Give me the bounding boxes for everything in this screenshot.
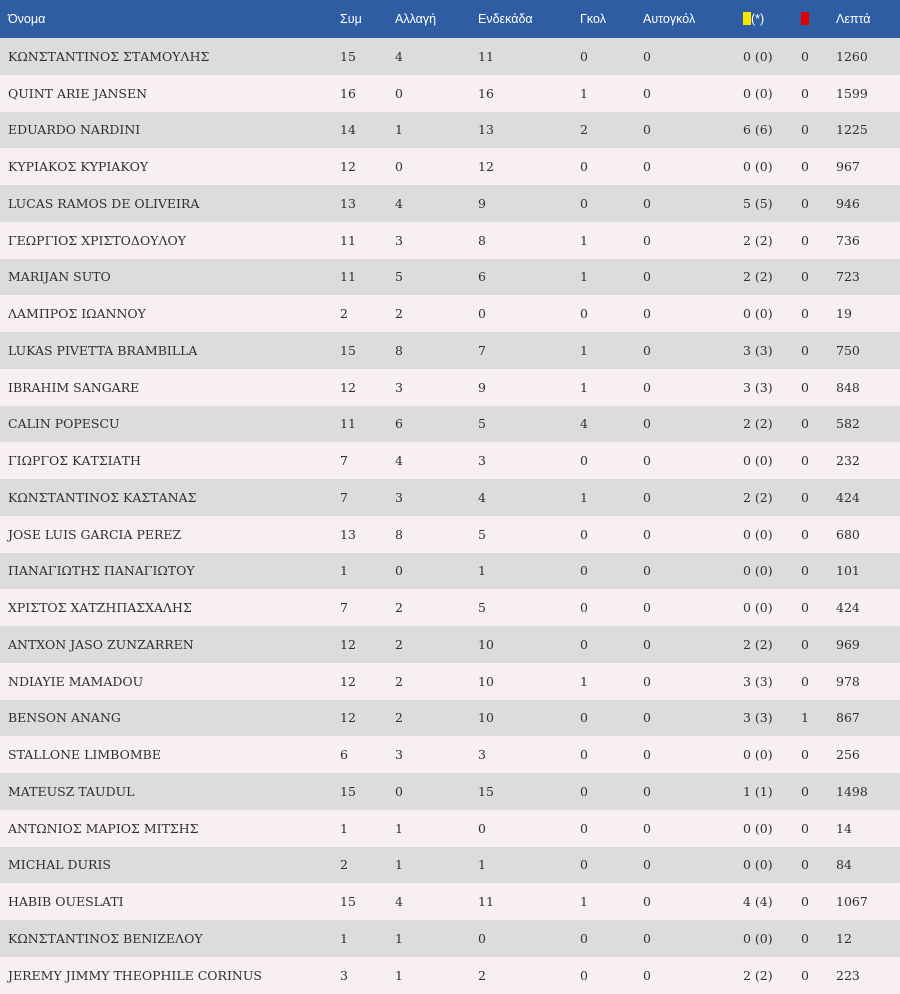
goals-cell: 1 [580, 342, 588, 358]
yellow-cards-cell: 0 (0) [743, 159, 773, 175]
player-name[interactable]: IBRAHIM SANGARE [8, 379, 140, 395]
red-cards-cell: 0 [801, 636, 809, 652]
substitutions-cell: 8 [395, 526, 403, 542]
substitutions-cell: 2 [395, 600, 403, 616]
appearances-cell: 7 [340, 453, 348, 469]
minutes-cell: 101 [836, 563, 860, 579]
yellow-cards-cell: 0 (0) [743, 306, 773, 322]
substitutions-cell: 4 [395, 894, 403, 910]
starts-cell: 1 [478, 857, 486, 873]
red-cards-cell: 0 [801, 159, 809, 175]
starts-cell: 9 [478, 195, 486, 211]
goals-cell: 0 [580, 600, 588, 616]
minutes-cell: 256 [836, 747, 860, 763]
yellow-cards-cell: 0 (0) [743, 563, 773, 579]
player-name[interactable]: ΓΕΩΡΓΙΟΣ ΧΡΙΣΤΟΔΟΥΛΟΥ [8, 232, 186, 248]
substitutions-cell: 1 [395, 930, 403, 946]
player-name[interactable]: ΚΩΝΣΤΑΝΤΙΝΟΣ ΚΑΣΤΑΝΑΣ [8, 489, 197, 505]
column-header-subs[interactable]: Αλλαγή [395, 12, 437, 26]
starts-cell: 6 [478, 269, 486, 285]
own-goals-cell: 0 [643, 526, 651, 542]
column-header-apps[interactable]: Συμ [340, 12, 362, 26]
red-cards-cell: 0 [801, 783, 809, 799]
own-goals-cell: 0 [643, 195, 651, 211]
appearances-cell: 15 [340, 342, 356, 358]
appearances-cell: 16 [340, 85, 356, 101]
own-goals-cell: 0 [643, 85, 651, 101]
table-row [0, 442, 900, 479]
red-cards-cell: 0 [801, 232, 809, 248]
substitutions-cell: 3 [395, 747, 403, 763]
player-name[interactable]: LUCAS RAMOS DE OLIVEIRA [8, 195, 200, 211]
starts-cell: 10 [478, 673, 494, 689]
minutes-cell: 582 [836, 416, 860, 432]
own-goals-cell: 0 [643, 159, 651, 175]
starts-cell: 16 [478, 85, 494, 101]
table-row [0, 773, 900, 810]
appearances-cell: 1 [340, 820, 348, 836]
red-cards-cell: 0 [801, 416, 809, 432]
goals-cell: 0 [580, 195, 588, 211]
column-header-yellow-cards[interactable] [743, 0, 801, 38]
minutes-cell: 1260 [836, 48, 868, 64]
goals-cell: 0 [580, 636, 588, 652]
substitutions-cell: 0 [395, 85, 403, 101]
red-cards-cell: 0 [801, 747, 809, 763]
minutes-cell: 723 [836, 269, 860, 285]
table-row [0, 332, 900, 369]
table-row [0, 626, 900, 663]
red-cards-cell: 0 [801, 48, 809, 64]
appearances-cell: 13 [340, 526, 356, 542]
appearances-cell: 12 [340, 379, 356, 395]
starts-cell: 0 [478, 820, 486, 836]
own-goals-cell: 0 [643, 820, 651, 836]
column-header-minutes[interactable]: Λεπτά [836, 12, 871, 26]
goals-cell: 0 [580, 930, 588, 946]
goals-cell: 1 [580, 673, 588, 689]
red-cards-cell: 1 [801, 710, 809, 726]
yellow-cards-cell: 1 (1) [743, 783, 773, 799]
appearances-cell: 2 [340, 306, 348, 322]
player-name[interactable]: ANTXON JASO ZUNZARREN [8, 636, 194, 652]
starts-cell: 11 [478, 48, 494, 64]
goals-cell: 0 [580, 783, 588, 799]
minutes-cell: 750 [836, 342, 860, 358]
appearances-cell: 11 [340, 232, 356, 248]
own-goals-cell: 0 [643, 48, 651, 64]
starts-cell: 7 [478, 342, 486, 358]
red-cards-cell: 0 [801, 269, 809, 285]
own-goals-cell: 0 [643, 269, 651, 285]
goals-cell: 0 [580, 857, 588, 873]
appearances-cell: 14 [340, 122, 356, 138]
table-row [0, 259, 900, 296]
own-goals-cell: 0 [643, 416, 651, 432]
yellow-card-suffix: (*) [751, 12, 765, 26]
own-goals-cell: 0 [643, 453, 651, 469]
own-goals-cell: 0 [643, 930, 651, 946]
own-goals-cell: 0 [643, 232, 651, 248]
red-cards-cell: 0 [801, 342, 809, 358]
red-cards-cell: 0 [801, 857, 809, 873]
yellow-cards-cell: 3 (3) [743, 379, 773, 395]
yellow-cards-cell: 5 (5) [743, 195, 773, 211]
own-goals-cell: 0 [643, 967, 651, 983]
substitutions-cell: 5 [395, 269, 403, 285]
own-goals-cell: 0 [643, 342, 651, 358]
substitutions-cell: 0 [395, 159, 403, 175]
player-name[interactable]: LUKAS PIVETTA BRAMBILLA [8, 342, 198, 358]
table-row [0, 553, 900, 590]
minutes-cell: 736 [836, 232, 860, 248]
appearances-cell: 15 [340, 48, 356, 64]
yellow-cards-cell: 3 (3) [743, 342, 773, 358]
player-name[interactable]: ΚΥΡΙΑΚΟΣ ΚΥΡΙΑΚΟΥ [8, 159, 149, 175]
appearances-cell: 3 [340, 967, 348, 983]
player-name[interactable]: QUINT ARIE JANSEN [8, 85, 148, 101]
goals-cell: 0 [580, 710, 588, 726]
starts-cell: 1 [478, 563, 486, 579]
red-cards-cell: 0 [801, 489, 809, 505]
substitutions-cell: 0 [395, 563, 403, 579]
yellow-cards-cell: 0 (0) [743, 600, 773, 616]
goals-cell: 1 [580, 379, 588, 395]
red-cards-cell: 0 [801, 894, 809, 910]
yellow-cards-cell: 2 (2) [743, 232, 773, 248]
red-cards-cell: 0 [801, 85, 809, 101]
starts-cell: 5 [478, 416, 486, 432]
substitutions-cell: 4 [395, 48, 403, 64]
goals-cell: 0 [580, 820, 588, 836]
substitutions-cell: 3 [395, 489, 403, 505]
goals-cell: 1 [580, 894, 588, 910]
substitutions-cell: 2 [395, 306, 403, 322]
red-cards-cell: 0 [801, 563, 809, 579]
substitutions-cell: 4 [395, 453, 403, 469]
player-name[interactable]: ΑΝΤΩΝΙΟΣ ΜΑΡΙΟΣ ΜΙΤΣΗΣ [8, 820, 199, 836]
minutes-cell: 232 [836, 453, 860, 469]
player-name[interactable]: JEREMY JIMMY THEOPHILE CORINUS [8, 967, 262, 983]
substitutions-cell: 6 [395, 416, 403, 432]
minutes-cell: 867 [836, 710, 860, 726]
starts-cell: 0 [478, 306, 486, 322]
starts-cell: 3 [478, 747, 486, 763]
minutes-cell: 84 [836, 857, 852, 873]
goals-cell: 0 [580, 453, 588, 469]
column-header-own-goals[interactable]: Αυτογκόλ [643, 12, 696, 26]
yellow-cards-cell: 0 (0) [743, 453, 773, 469]
substitutions-cell: 1 [395, 820, 403, 836]
player-name[interactable]: ΚΩΝΣΤΑΝΤΙΝΟΣ ΒΕΝΙΖΕΛΟΥ [8, 930, 203, 946]
red-cards-cell: 0 [801, 379, 809, 395]
starts-cell: 8 [478, 232, 486, 248]
table-row [0, 516, 900, 553]
goals-cell: 1 [580, 269, 588, 285]
own-goals-cell: 0 [643, 122, 651, 138]
player-name[interactable]: ΚΩΝΣΤΑΝΤΙΝΟΣ ΣΤΑΜΟΥΛΗΣ [8, 48, 210, 64]
minutes-cell: 12 [836, 930, 852, 946]
minutes-cell: 969 [836, 636, 860, 652]
minutes-cell: 14 [836, 820, 852, 836]
yellow-cards-cell: 0 (0) [743, 526, 773, 542]
yellow-cards-cell: 0 (0) [743, 747, 773, 763]
player-name[interactable]: NDIAYIE MAMADOU [8, 673, 144, 689]
player-name[interactable]: MARIJAN SUTO [8, 269, 111, 285]
goals-cell: 1 [580, 489, 588, 505]
minutes-cell: 978 [836, 673, 860, 689]
minutes-cell: 424 [836, 600, 860, 616]
appearances-cell: 1 [340, 563, 348, 579]
yellow-cards-cell: 0 (0) [743, 820, 773, 836]
appearances-cell: 11 [340, 269, 356, 285]
red-cards-cell: 0 [801, 600, 809, 616]
minutes-cell: 967 [836, 159, 860, 175]
player-name[interactable]: JOSE LUIS GARCIA PEREZ [8, 526, 182, 542]
red-card-icon [801, 12, 809, 25]
starts-cell: 10 [478, 636, 494, 652]
table-row [0, 883, 900, 920]
table-row [0, 663, 900, 700]
table-row [0, 75, 900, 112]
red-cards-cell: 0 [801, 306, 809, 322]
table-row [0, 38, 900, 75]
player-name[interactable]: CALIN POPESCU [8, 416, 120, 432]
own-goals-cell: 0 [643, 894, 651, 910]
goals-cell: 2 [580, 122, 588, 138]
yellow-cards-cell: 6 (6) [743, 122, 773, 138]
table-row [0, 700, 900, 737]
column-header-starts[interactable]: Ενδεκάδα [478, 12, 533, 26]
minutes-cell: 1067 [836, 894, 868, 910]
substitutions-cell: 2 [395, 636, 403, 652]
appearances-cell: 7 [340, 600, 348, 616]
starts-cell: 9 [478, 379, 486, 395]
table-row [0, 148, 900, 185]
goals-cell: 0 [580, 48, 588, 64]
substitutions-cell: 2 [395, 710, 403, 726]
starts-cell: 15 [478, 783, 494, 799]
appearances-cell: 15 [340, 894, 356, 910]
goals-cell: 1 [580, 85, 588, 101]
own-goals-cell: 0 [643, 747, 651, 763]
own-goals-cell: 0 [643, 636, 651, 652]
table-row [0, 920, 900, 957]
goals-cell: 0 [580, 159, 588, 175]
goals-cell: 0 [580, 306, 588, 322]
starts-cell: 5 [478, 600, 486, 616]
yellow-cards-cell: 2 (2) [743, 416, 773, 432]
own-goals-cell: 0 [643, 710, 651, 726]
goals-cell: 0 [580, 967, 588, 983]
red-cards-cell: 0 [801, 930, 809, 946]
table-row [0, 847, 900, 884]
goals-cell: 4 [580, 416, 588, 432]
appearances-cell: 12 [340, 159, 356, 175]
table-row [0, 112, 900, 149]
starts-cell: 13 [478, 122, 494, 138]
substitutions-cell: 8 [395, 342, 403, 358]
substitutions-cell: 1 [395, 857, 403, 873]
player-name[interactable]: EDUARDO NARDINI [8, 122, 141, 138]
appearances-cell: 1 [340, 930, 348, 946]
red-cards-cell: 0 [801, 526, 809, 542]
yellow-cards-cell: 3 (3) [743, 710, 773, 726]
minutes-cell: 946 [836, 195, 860, 211]
starts-cell: 3 [478, 453, 486, 469]
own-goals-cell: 0 [643, 783, 651, 799]
substitutions-cell: 3 [395, 232, 403, 248]
appearances-cell: 12 [340, 673, 356, 689]
appearances-cell: 2 [340, 857, 348, 873]
yellow-cards-cell: 0 (0) [743, 48, 773, 64]
yellow-cards-cell: 0 (0) [743, 857, 773, 873]
red-cards-cell: 0 [801, 820, 809, 836]
appearances-cell: 12 [340, 710, 356, 726]
player-name[interactable]: STALLONE LIMBOMBE [8, 747, 161, 763]
red-cards-cell: 0 [801, 673, 809, 689]
starts-cell: 2 [478, 967, 486, 983]
yellow-cards-cell: 2 (2) [743, 967, 773, 983]
substitutions-cell: 4 [395, 195, 403, 211]
table-row [0, 589, 900, 626]
table-row [0, 295, 900, 332]
starts-cell: 0 [478, 930, 486, 946]
table-row [0, 369, 900, 406]
substitutions-cell: 3 [395, 379, 403, 395]
own-goals-cell: 0 [643, 673, 651, 689]
yellow-cards-cell: 2 (2) [743, 269, 773, 285]
minutes-cell: 19 [836, 306, 852, 322]
goals-cell: 0 [580, 747, 588, 763]
own-goals-cell: 0 [643, 857, 651, 873]
starts-cell: 4 [478, 489, 486, 505]
player-name[interactable]: ΠΑΝΑΓΙΩΤΗΣ ΠΑΝΑΓΙΩΤΟΥ [8, 563, 195, 579]
player-name[interactable]: BENSON ANANG [8, 710, 121, 726]
own-goals-cell: 0 [643, 489, 651, 505]
yellow-cards-cell: 0 (0) [743, 85, 773, 101]
starts-cell: 5 [478, 526, 486, 542]
appearances-cell: 12 [340, 636, 356, 652]
minutes-cell: 223 [836, 967, 860, 983]
red-cards-cell: 0 [801, 122, 809, 138]
red-cards-cell: 0 [801, 967, 809, 983]
appearances-cell: 11 [340, 416, 356, 432]
appearances-cell: 15 [340, 783, 356, 799]
yellow-cards-cell: 3 (3) [743, 673, 773, 689]
table-header-row [0, 0, 900, 38]
appearances-cell: 6 [340, 747, 348, 763]
goals-cell: 0 [580, 563, 588, 579]
starts-cell: 10 [478, 710, 494, 726]
column-header-goals[interactable]: Γκολ [580, 12, 606, 26]
player-name[interactable]: ΧΡΙΣΤΟΣ ΧΑΤΖΗΠΑΣΧΑΛΗΣ [8, 600, 192, 616]
appearances-cell: 13 [340, 195, 356, 211]
own-goals-cell: 0 [643, 379, 651, 395]
player-name[interactable]: ΓΙΩΡΓΟΣ ΚΑΤΣΙΑΤΗ [8, 453, 141, 469]
minutes-cell: 848 [836, 379, 860, 395]
substitutions-cell: 2 [395, 673, 403, 689]
yellow-card-icon [743, 12, 751, 25]
goals-cell: 1 [580, 232, 588, 248]
own-goals-cell: 0 [643, 600, 651, 616]
table-row [0, 810, 900, 847]
table-row [0, 736, 900, 773]
minutes-cell: 424 [836, 489, 860, 505]
player-name[interactable]: HABIB OUESLATI [8, 894, 124, 910]
own-goals-cell: 0 [643, 563, 651, 579]
starts-cell: 11 [478, 894, 494, 910]
yellow-cards-cell: 2 (2) [743, 636, 773, 652]
player-name[interactable]: MATEUSZ TAUDUL [8, 783, 135, 799]
red-cards-cell: 0 [801, 453, 809, 469]
substitutions-cell: 1 [395, 967, 403, 983]
column-header-name[interactable]: Όνομα [8, 12, 46, 26]
table-row [0, 185, 900, 222]
yellow-cards-cell: 4 (4) [743, 894, 773, 910]
table-row [0, 406, 900, 443]
minutes-cell: 1498 [836, 783, 868, 799]
own-goals-cell: 0 [643, 306, 651, 322]
minutes-cell: 680 [836, 526, 860, 542]
appearances-cell: 7 [340, 489, 348, 505]
substitutions-cell: 0 [395, 783, 403, 799]
player-name[interactable]: MICHAL DURIS [8, 857, 111, 873]
yellow-cards-cell: 0 (0) [743, 930, 773, 946]
substitutions-cell: 1 [395, 122, 403, 138]
table-row [0, 222, 900, 259]
yellow-cards-cell: 2 (2) [743, 489, 773, 505]
table-row [0, 479, 900, 516]
red-cards-cell: 0 [801, 195, 809, 211]
goals-cell: 0 [580, 526, 588, 542]
minutes-cell: 1599 [836, 85, 868, 101]
starts-cell: 12 [478, 159, 494, 175]
minutes-cell: 1225 [836, 122, 868, 138]
column-header-red-cards[interactable] [801, 0, 836, 38]
player-name[interactable]: ΛΑΜΠΡΟΣ ΙΩΑΝΝΟΥ [8, 306, 146, 322]
